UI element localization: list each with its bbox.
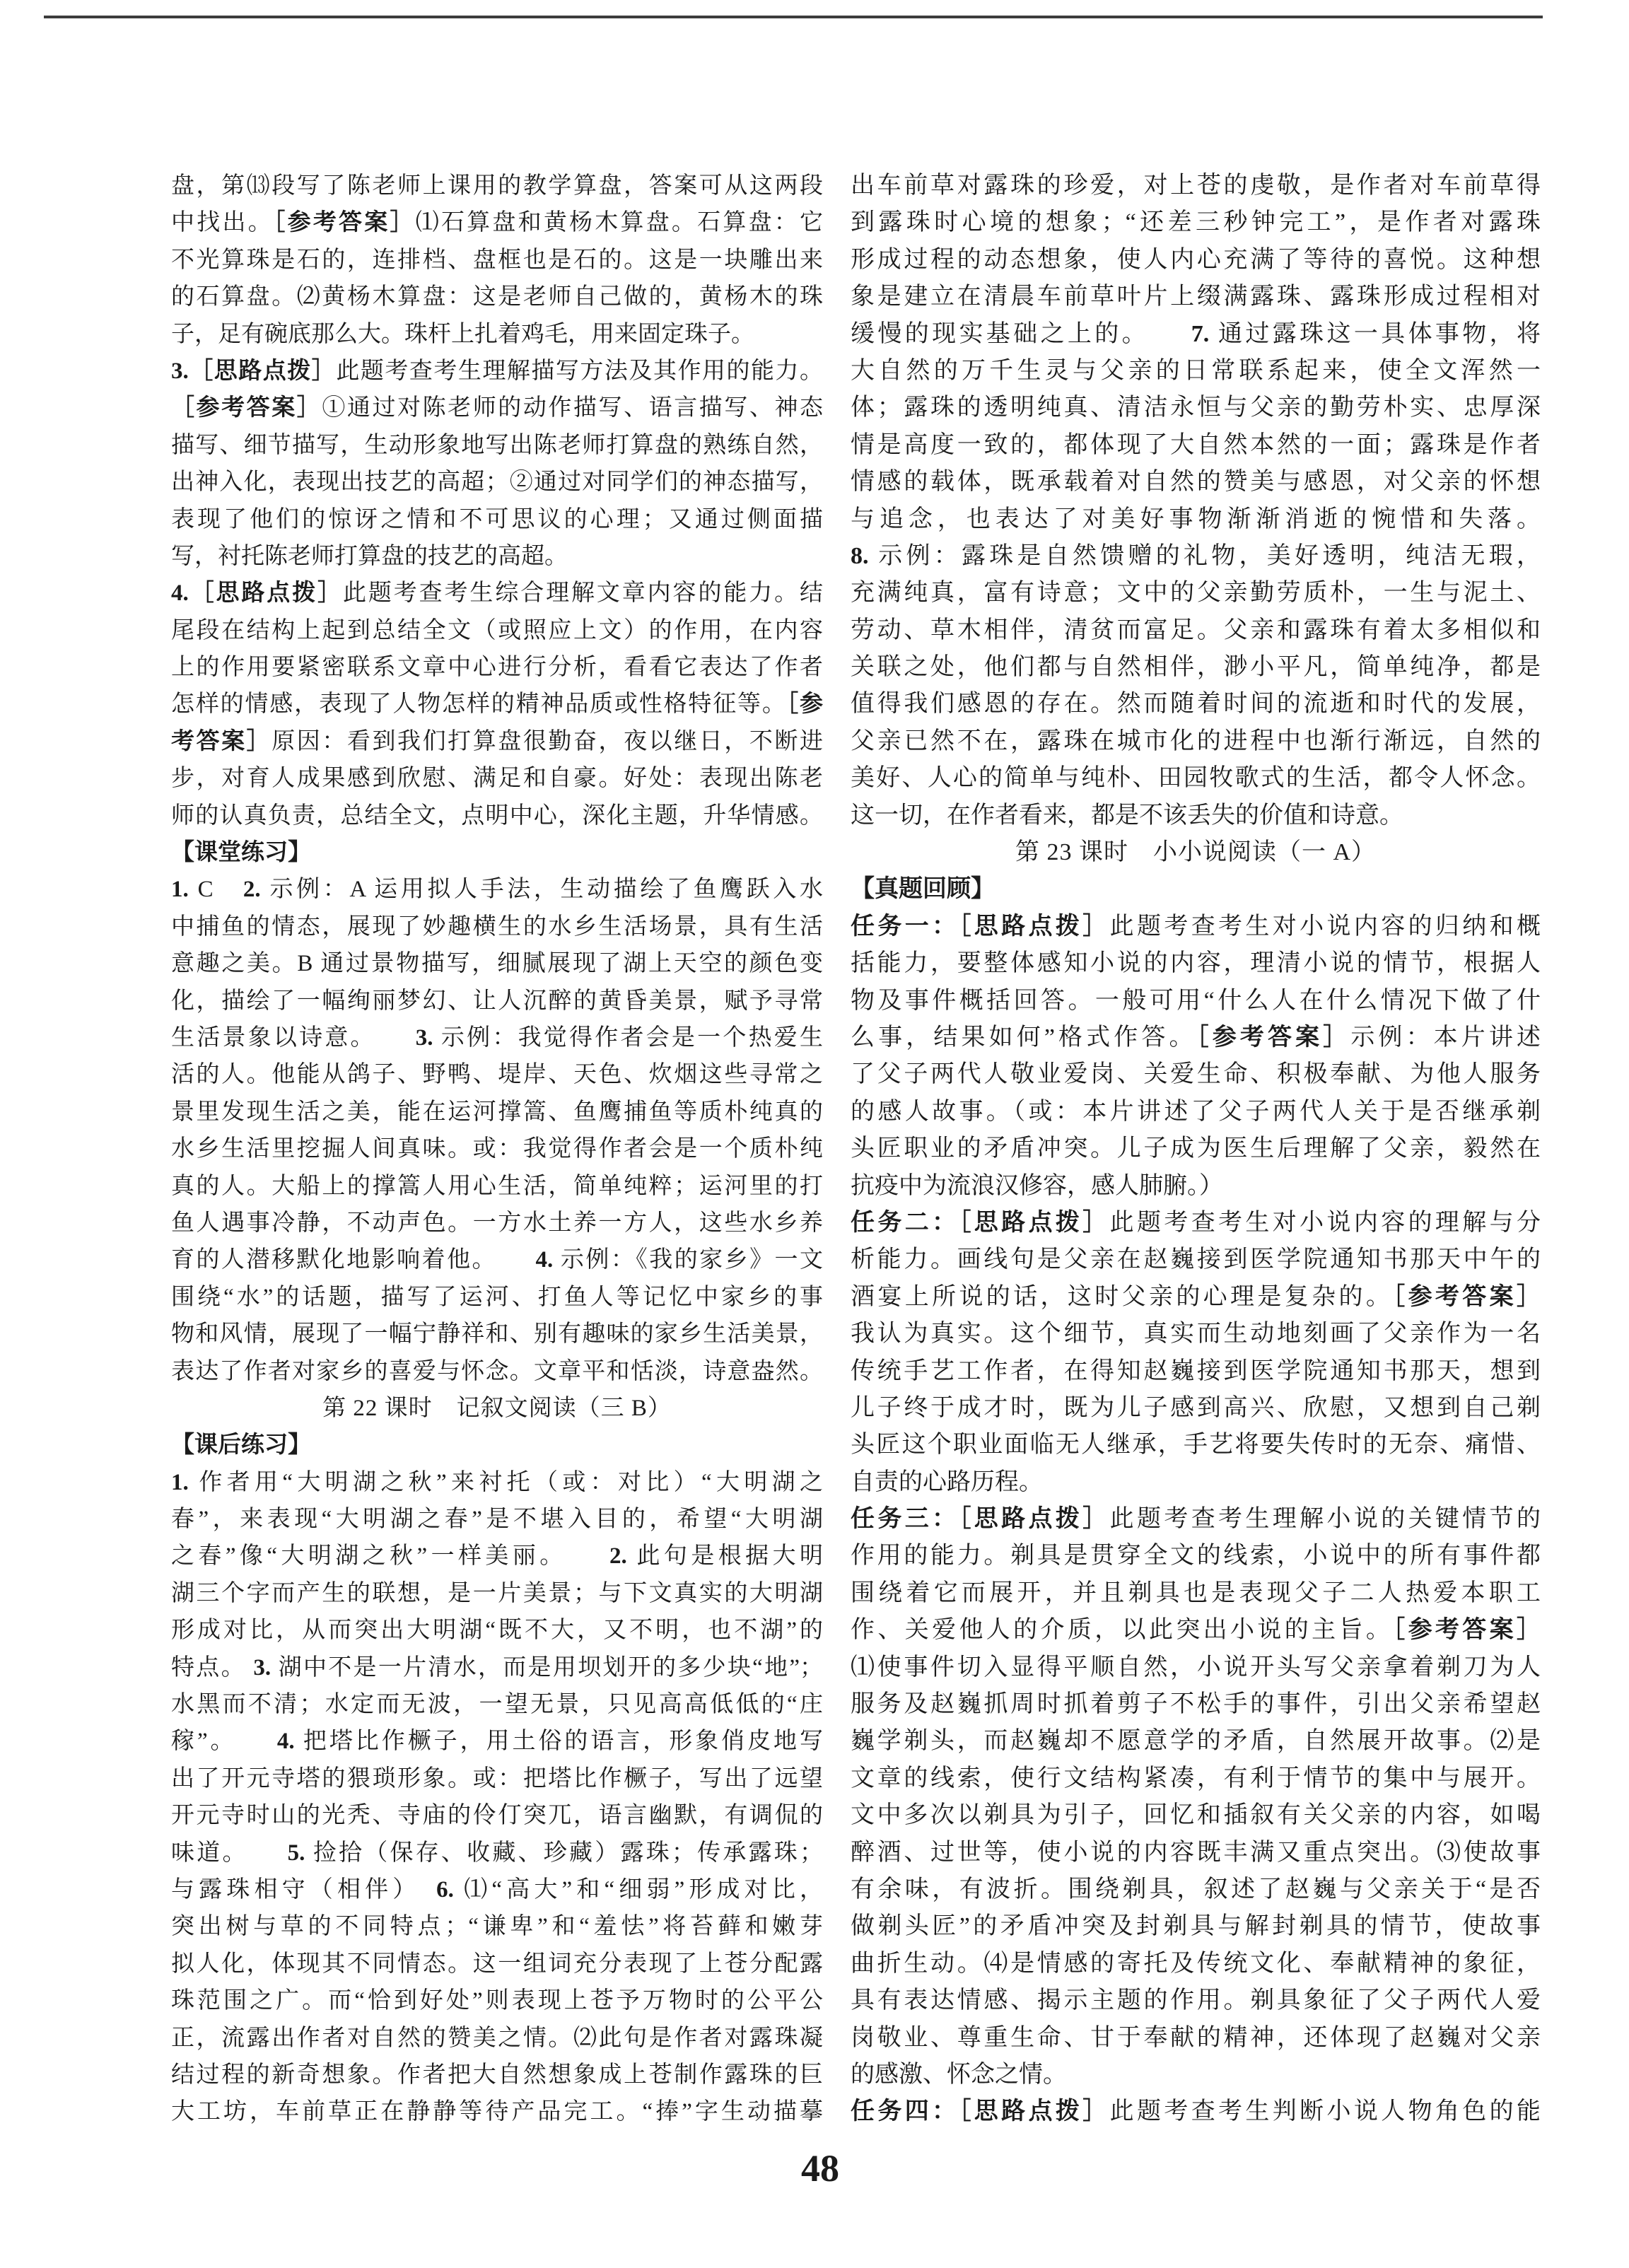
- bold-run: 考答案］: [171, 728, 272, 754]
- text-run: 上的作用要紧密联系文章中心进行分析，看看它表达了作者: [171, 655, 823, 681]
- text-run: 捡拾（保存、收藏、珍藏）露珠；传承露珠；: [305, 1840, 824, 1866]
- text-line: [851, 1390, 1541, 1427]
- text-line: [851, 168, 1541, 204]
- text-run: 巍学剃头，而赵巍却不愿意学的矛盾，自然展开故事。⑵是: [851, 1728, 1541, 1755]
- text-run: 我认为真实。这个细节，真实而生动地刻画了父亲作为一名: [851, 1321, 1541, 1348]
- text-line: [171, 1760, 823, 1797]
- text-line: [171, 1056, 823, 1093]
- text-line: [851, 1908, 1541, 1945]
- text-line: [851, 1538, 1541, 1574]
- text-line: [851, 501, 1541, 538]
- text-line: [851, 1835, 1541, 1871]
- text-run: 情感的载体，既承载着对自然的赞美与感恩，对父亲的怀想: [851, 469, 1541, 496]
- text-run: 稼”。: [171, 1729, 277, 1755]
- text-line: [851, 1946, 1541, 1982]
- text-line: [171, 612, 823, 649]
- text-run: 水黑而不清；水定而无波，一望无景，只见高高低低的“庄: [171, 1692, 823, 1718]
- text-line: [851, 1279, 1541, 1316]
- text-run: 的石算盘。⑵黄杨木算盘：这是老师自己做的，黄杨木的珠: [171, 284, 823, 310]
- text-run: 湖中不是一片清水，而是用坝划开的多少块“地”；: [271, 1654, 824, 1680]
- text-run: 儿子终于成才时，既为儿子感到高兴、欣慰，又想到自己剃: [851, 1394, 1541, 1421]
- bold-run: 5.: [287, 1840, 305, 1866]
- text-line: [171, 908, 823, 945]
- text-line: [171, 1797, 823, 1834]
- text-run: 子，足有碗底那么大。珠杆上扎着鸡毛，用来固定珠子。: [171, 321, 754, 347]
- text-run: 示例：本片讲述: [1350, 1024, 1541, 1051]
- text-line: [851, 2020, 1541, 2057]
- text-line: [851, 242, 1541, 279]
- text-run: 么事，结果如何”格式作答。: [851, 1024, 1197, 1051]
- text-run: 春”，来表现“大明湖之春”是不堪入目的，希望“大明湖: [171, 1507, 823, 1533]
- text-line: [851, 2057, 1541, 2093]
- text-line: [851, 1797, 1541, 1834]
- text-run: 表现了他们的惊讶之情和不可思议的心理；又通过侧面描: [171, 506, 823, 532]
- text-line: [171, 279, 823, 315]
- text-run: 湖三个字而产生的联想，是一片美景；与下文真实的大明湖: [171, 1580, 823, 1606]
- text-run: 示例：我觉得作者会是一个热爱生: [433, 1024, 824, 1051]
- text-run: 的感人故事。（或：本片讲述了父子两代人关于是否继承剃: [851, 1098, 1541, 1125]
- text-line: [851, 723, 1541, 760]
- text-line: [851, 1056, 1541, 1093]
- text-run: 此句是根据大明: [626, 1543, 823, 1570]
- text-line: [171, 1316, 823, 1352]
- text-run: ①通过对陈老师的动作描写、语言描写、神态: [322, 395, 824, 421]
- text-run: 象是建立在清晨车前草叶片上缀满露珠、露珠形成过程相对: [851, 284, 1541, 310]
- text-line: [171, 1723, 823, 1760]
- text-line: [851, 1168, 1541, 1205]
- text-line: [171, 945, 823, 982]
- bold-run: 4.: [535, 1247, 554, 1273]
- text-run: 结过程的新奇想象。作者把大自然想象成上苍制作露珠的巨: [171, 2062, 823, 2088]
- text-run: 把塔比作橛子，用土俗的语言，形象俏皮地写: [294, 1729, 823, 1755]
- text-run: 水乡生活里挖掘人间真味。或：我觉得作者会是一个质朴纯: [171, 1136, 823, 1162]
- text-line: [171, 1575, 823, 1612]
- text-line: [851, 1205, 1541, 1241]
- section-label: [171, 1427, 823, 1463]
- text-run: 关联之处，他们都与自然相伴，渺小平凡，简单纯净，都是: [851, 654, 1541, 681]
- text-line: [171, 983, 823, 1019]
- text-run: 括能力，要整体感知小说的内容，理清小说的情节，根据人: [851, 950, 1541, 977]
- text-line: [171, 1871, 823, 1908]
- text-line: [851, 1871, 1541, 1908]
- text-run: 围绕“水”的话题，描写了运河、打鱼人等记忆中家乡的事: [171, 1284, 823, 1310]
- bold-run: 3.: [415, 1024, 433, 1051]
- text-line: [171, 242, 823, 279]
- text-run: 值得我们感恩的存在。然而随着时间的流逝和时代的发展，: [851, 691, 1541, 718]
- text-line: [851, 279, 1541, 315]
- text-line: [171, 1612, 823, 1649]
- text-line: [171, 1538, 823, 1574]
- text-run: 岗敬业、尊重生命、甘于奉献的精神，还体现了赵巍对父亲: [851, 2024, 1541, 2051]
- text-line: [171, 1168, 823, 1205]
- text-line: [851, 1575, 1541, 1612]
- text-line: [851, 1612, 1541, 1649]
- text-run: 原因：看到我们打算盘很勤奋，夜以继日，不断进: [272, 728, 824, 754]
- text-run: 示例：A 运用拟人手法，生动描绘了鱼鹰跃入水: [260, 877, 823, 903]
- text-run: 开元寺时山的光秃、寺庙的伶仃突兀，语言幽默，有调侃的: [171, 1803, 823, 1829]
- text-run: 与露珠相守（相伴）: [171, 1876, 437, 1902]
- bold-run: 任务二：［思路点拨］: [851, 1209, 1110, 1236]
- text-line: [171, 686, 823, 723]
- text-run: 醉酒、过世等，使小说的内容既丰满又重点突出。⑶使故事: [851, 1839, 1541, 1866]
- page-number: 48: [801, 2147, 839, 2190]
- text-line: [851, 1982, 1541, 2019]
- text-line: [171, 1279, 823, 1316]
- text-run: 拟人化，体现其不同情态。这一组词充分表现了上苍分配露: [171, 1951, 823, 1977]
- text-run: 析能力。画线句是父亲在赵巍接到医学院通知书那天中午的: [851, 1246, 1541, 1273]
- text-run: 师的认真负责，总结全文，点明中心，深化主题，升华情感。: [171, 802, 823, 829]
- text-line: [171, 1835, 823, 1871]
- text-run: 真的人。大船上的撑篙人用心生活，简单纯粹；运河里的打: [171, 1173, 823, 1199]
- text-run: 出神入化，表现出技艺的高超；②通过对同学们的神态描写，: [171, 469, 823, 496]
- text-line: [851, 204, 1541, 241]
- text-run: 体；露珠的透明纯真、清洁永恒与父亲的勤劳朴实、忠厚深: [851, 394, 1541, 421]
- bold-run: ［参考答案］: [171, 395, 322, 421]
- text-line: [171, 1094, 823, 1130]
- text-line: [171, 316, 823, 353]
- lesson-heading: [851, 834, 1541, 871]
- bold-run: 7.: [1191, 320, 1210, 347]
- text-line: [171, 1982, 823, 2019]
- text-line: [851, 1501, 1541, 1538]
- text-line: [171, 871, 823, 908]
- text-line: [171, 723, 823, 760]
- text-line: [851, 1130, 1541, 1167]
- text-run: 劳动、草木相伴，清贫而富足。父亲和露珠有着太多相似和: [851, 616, 1541, 643]
- text-line: [171, 168, 823, 204]
- text-run: 生活景象以诗意。: [171, 1024, 416, 1051]
- text-run: 此题考查考生理解小说的关键情节的: [1109, 1506, 1541, 1533]
- bold-run: 【课堂练习】: [171, 840, 311, 866]
- text-line: [851, 797, 1541, 834]
- text-run: 曲折生动。⑷是情感的寄托及传统文化、奉献精神的象征，: [851, 1950, 1541, 1977]
- text-line: [171, 1130, 823, 1167]
- text-line: [851, 1094, 1541, 1130]
- text-run: ⑴“高大”和“细弱”形成对比，: [453, 1876, 823, 1902]
- text-run: 头匠这个职业面临无人继承，手艺将要失传时的无奈、痛惜、: [851, 1432, 1541, 1459]
- bold-run: 2.: [609, 1543, 627, 1570]
- text-run: 第 22 课时 记叙文阅读（三 B）: [322, 1395, 672, 1421]
- text-run: 通过露珠这一具体事物，将: [1209, 320, 1541, 347]
- text-line: [171, 390, 823, 426]
- bold-run: 任务三：［思路点拨］: [851, 1506, 1110, 1533]
- text-line: [851, 983, 1541, 1019]
- bold-run: 任务一：［思路点拨］: [851, 913, 1110, 940]
- text-run: 示例：露珠是自然馈赠的礼物，美好透明，纯洁无瑕，: [868, 542, 1541, 569]
- text-line: [851, 612, 1541, 649]
- text-run: 表达了作者对家乡的喜爱与怀念。文章平和恬淡，诗意盎然。: [171, 1358, 823, 1384]
- text-run: 情是高度一致的，都体现了大自然本然的一面；露珠是作者: [851, 431, 1541, 458]
- text-line: [851, 1019, 1541, 1056]
- bold-run: 8.: [851, 542, 869, 569]
- text-run: 的感激、怀念之情。: [851, 2061, 1067, 2088]
- text-line: [171, 464, 823, 501]
- bold-run: ［参考答案］: [1196, 1024, 1351, 1051]
- text-run: 此题考查考生对小说内容的理解与分: [1109, 1209, 1541, 1236]
- text-run: 形成过程的动态想象，使人内心充满了等待的喜悦。这种想: [851, 246, 1541, 273]
- text-run: 化，描绘了一幅绚丽梦幻、让人沉醉的黄昏美景，赋予寻常: [171, 988, 823, 1014]
- text-line: [851, 1353, 1541, 1390]
- text-line: [171, 204, 823, 241]
- text-line: [171, 427, 823, 464]
- bold-run: ［参考答案］: [273, 210, 416, 236]
- text-line: [851, 316, 1541, 353]
- text-run: 特点。: [171, 1654, 254, 1680]
- text-run: 围绕着它而展开，并且剃具也是表现父子二人热爱本职工: [851, 1579, 1541, 1606]
- text-run: 大自然的万千生灵与父亲的日常联系起来，使全文浑然一: [851, 357, 1541, 384]
- text-line: [851, 686, 1541, 723]
- text-line: [171, 797, 823, 834]
- text-line: [851, 2093, 1541, 2130]
- text-line: [171, 1946, 823, 1982]
- text-line: [851, 1427, 1541, 1463]
- text-run: 这一切，在作者看来，都是不该丢失的价值和诗意。: [851, 802, 1403, 829]
- text-line: [171, 2093, 823, 2130]
- text-run: 出车前草对露珠的珍爱，对上苍的虔敬，是作者对车前草得: [851, 173, 1541, 199]
- header-rule: [44, 16, 1543, 18]
- text-line: [851, 1686, 1541, 1723]
- text-line: [171, 1019, 823, 1056]
- text-run: 形成对比，从而突出大明湖“既不大，又不明，也不湖”的: [171, 1618, 823, 1644]
- text-run: 头匠职业的矛盾冲突。儿子成为医生后理解了父亲，毅然在: [851, 1135, 1541, 1162]
- text-line: [851, 1464, 1541, 1501]
- text-line: [171, 353, 823, 390]
- text-run: 不光算珠是石的，连排档、盘框也是石的。这是一块雕出来: [171, 247, 823, 273]
- bold-run: ［参考答案］: [1393, 1283, 1541, 1310]
- bold-run: ［参: [786, 691, 824, 718]
- text-run: 到露珠时心境的想象；“还差三秒钟完工”，是作者对露珠: [851, 209, 1541, 236]
- text-run: 做剃头匠”的矛盾冲突及封剃具与解封剃具的情节，使故事: [851, 1913, 1541, 1940]
- bold-run: 6.: [436, 1876, 454, 1902]
- text-line: [851, 649, 1541, 686]
- text-run: 大工坊，车前草正在静静等待产品完工。“捧”字生动描摹: [171, 2099, 823, 2125]
- text-line: [171, 2057, 823, 2093]
- bold-run: 【真题回顾】: [851, 876, 995, 903]
- text-run: 父亲已然不在，露珠在城市化的进程中也渐行渐远，自然的: [851, 727, 1541, 754]
- text-line: [851, 1649, 1541, 1686]
- left-column: [171, 168, 823, 2131]
- text-run: 珠范围之广。而“恰到好处”则表现上苍予万物时的公平公: [171, 1988, 823, 2014]
- text-line: [171, 1649, 823, 1686]
- text-run: 尾段在结构上起到总结全文（或照应上文）的作用，在内容: [171, 617, 823, 643]
- section-label: [851, 871, 1541, 908]
- text-line: [171, 649, 823, 686]
- text-run: 此题考查考生对小说内容的归纳和概: [1109, 913, 1541, 940]
- text-line: [851, 575, 1541, 612]
- text-run: C: [188, 877, 243, 903]
- text-line: [171, 501, 823, 538]
- text-line: [851, 427, 1541, 464]
- text-line: [171, 575, 823, 612]
- text-run: 传统手艺工作者，在得知赵巍接到医学院通知书那天，想到: [851, 1357, 1541, 1384]
- text-line: [171, 1686, 823, 1723]
- text-run: 文中多次以剃具为引子，回忆和插叙有关父亲的内容，如喝: [851, 1802, 1541, 1829]
- text-run: 作用的能力。剃具是贯穿全文的线索，小说中的所有事件都: [851, 1543, 1541, 1570]
- text-run: 意趣之美。B 通过景物描写，细腻展现了湖上天空的颜色变: [171, 951, 823, 977]
- text-run: 中找出。: [171, 210, 274, 236]
- text-run: 缓慢的现实基础之上的。: [851, 320, 1191, 347]
- text-run: 此题考查考生判断小说人物角色的能: [1109, 2098, 1541, 2125]
- text-line: [171, 1205, 823, 1241]
- text-run: 写，衬托陈老师打算盘的技艺的高超。: [171, 543, 568, 569]
- text-run: 味道。: [171, 1840, 288, 1866]
- text-line: [851, 538, 1541, 575]
- text-run: 与追念，也表达了对美好事物渐渐消逝的惋惜和失落。: [851, 505, 1541, 532]
- text-line: [171, 1464, 823, 1501]
- bold-run: 【课后练习】: [171, 1432, 311, 1459]
- text-run: 之春”像“大明湖之秋”一样美丽。: [171, 1543, 610, 1570]
- text-line: [851, 1723, 1541, 1760]
- text-run: 突出树与草的不同特点；“谦卑”和“羞怯”将苔藓和嫩芽: [171, 1914, 823, 1940]
- text-line: [851, 1316, 1541, 1352]
- text-run: 自责的心路历程。: [851, 1468, 1043, 1495]
- text-line: [851, 464, 1541, 501]
- text-run: 充满纯真，富有诗意；文中的父亲勤劳质朴，一生与泥土、: [851, 580, 1541, 607]
- bold-run: 1.: [171, 1469, 189, 1495]
- text-run: 了父子两代人敬业爱岗、关爱生命、积极奉献、为他人服务: [851, 1061, 1541, 1088]
- text-run: 有余味，有波折。围绕剃具，叙述了赵巍与父亲关于“是否: [851, 1876, 1541, 1902]
- right-column: [851, 168, 1541, 2131]
- text-run: 此题考查考生理解描写方法及其作用的能力。: [336, 358, 824, 384]
- text-line: [851, 353, 1541, 390]
- text-run: 示例：《我的家乡》一文: [553, 1247, 824, 1273]
- bold-run: 3.: [253, 1654, 272, 1680]
- text-line: [171, 1241, 823, 1278]
- text-run: 物及事件概括回答。一般可用“什么人在什么情况下做了什: [851, 987, 1541, 1014]
- text-run: 酒宴上所说的话，这时父亲的心理是复杂的。: [851, 1283, 1394, 1310]
- text-run: 作、关爱他人的介质，以此突出小说的主旨。: [851, 1617, 1394, 1644]
- bold-run: 4.［思路点拨］: [171, 580, 343, 607]
- text-line: [851, 760, 1541, 797]
- text-run: 出了开元寺塔的猥琐形象。或：把塔比作橛子，写出了远望: [171, 1765, 823, 1791]
- text-line: [851, 908, 1541, 945]
- text-run: 正，流露出作者对自然的赞美之情。⑵此句是作者对露珠凝: [171, 2025, 823, 2051]
- bold-run: ［参考答案］: [1393, 1617, 1541, 1644]
- text-line: [851, 1241, 1541, 1278]
- text-run: ⑴使事件切入显得平顺自然，小说开头写父亲拿着剃刀为人: [851, 1654, 1541, 1680]
- text-run: 盘，第⒀段写了陈老师上课用的教学算盘，答案可从这两段: [171, 173, 823, 199]
- text-run: 具有表达情感、揭示主题的作用。剃具象征了父子两代人爱: [851, 1987, 1541, 2014]
- text-line: [171, 1501, 823, 1538]
- text-run: 鱼人遇事冷静，不动声色。一方水土养一方人，这些水乡养: [171, 1210, 823, 1236]
- text-line: [171, 538, 823, 575]
- text-run: ⑴石算盘和黄杨木算盘。石算盘：它: [415, 210, 824, 236]
- text-run: 景里发现生活之美，能在运河撑篙、鱼鹰捕鱼等质朴纯真的: [171, 1099, 823, 1125]
- text-run: 活的人。他能从鸽子、野鸭、堤岸、天色、炊烟这些寻常之: [171, 1062, 823, 1088]
- bold-run: 2.: [243, 877, 261, 903]
- text-run: 此题考查考生综合理解文章内容的能力。结: [342, 580, 824, 607]
- text-run: 文章的线索，使行文结构紧凑，有利于情节的集中与展开。: [851, 1765, 1541, 1791]
- text-run: 育的人潜移默化地影响着他。: [171, 1247, 536, 1273]
- text-run: 第 23 课时 小小说阅读（一 A）: [1015, 839, 1377, 866]
- lesson-heading: [171, 1390, 823, 1427]
- bold-run: 4.: [276, 1729, 295, 1755]
- section-label: [171, 834, 823, 871]
- text-run: 物和风情，展现了一幅宁静祥和、别有趣味的家乡生活美景，: [171, 1321, 823, 1348]
- text-line: [171, 1353, 823, 1390]
- text-run: 美好、人心的简单与纯朴、田园牧歌式的生活，都令人怀念。: [851, 765, 1541, 792]
- text-line: [171, 760, 823, 797]
- bold-run: 3.［思路点拨］: [171, 358, 337, 384]
- text-run: 作者用“大明湖之秋”来衬托（或：对比）“大明湖之: [188, 1469, 823, 1495]
- text-run: 描写、细节描写，生动形象地写出陈老师打算盘的熟练自然，: [171, 432, 823, 458]
- text-line: [851, 390, 1541, 426]
- text-run: 步，对育人成果感到欣慰、满足和自豪。好处：表现出陈老: [171, 766, 823, 792]
- text-line: [851, 1760, 1541, 1797]
- text-run: 服务及赵巍抓周时抓着剪子不松手的事件，引出父亲希望赵: [851, 1691, 1541, 1718]
- bold-run: 1.: [171, 877, 189, 903]
- bold-run: 任务四：［思路点拨］: [851, 2098, 1110, 2125]
- text-run: 怎样的情感，表现了人物怎样的精神品质或性格特征等。: [171, 691, 787, 718]
- text-run: 中捕鱼的情态，展现了妙趣横生的水乡生活场景，具有生活: [171, 913, 823, 940]
- text-run: 抗疫中为流浪汉修容，感人肺腑。）: [851, 1172, 1223, 1199]
- text-line: [171, 1908, 823, 1945]
- text-line: [171, 2020, 823, 2057]
- text-line: [851, 945, 1541, 982]
